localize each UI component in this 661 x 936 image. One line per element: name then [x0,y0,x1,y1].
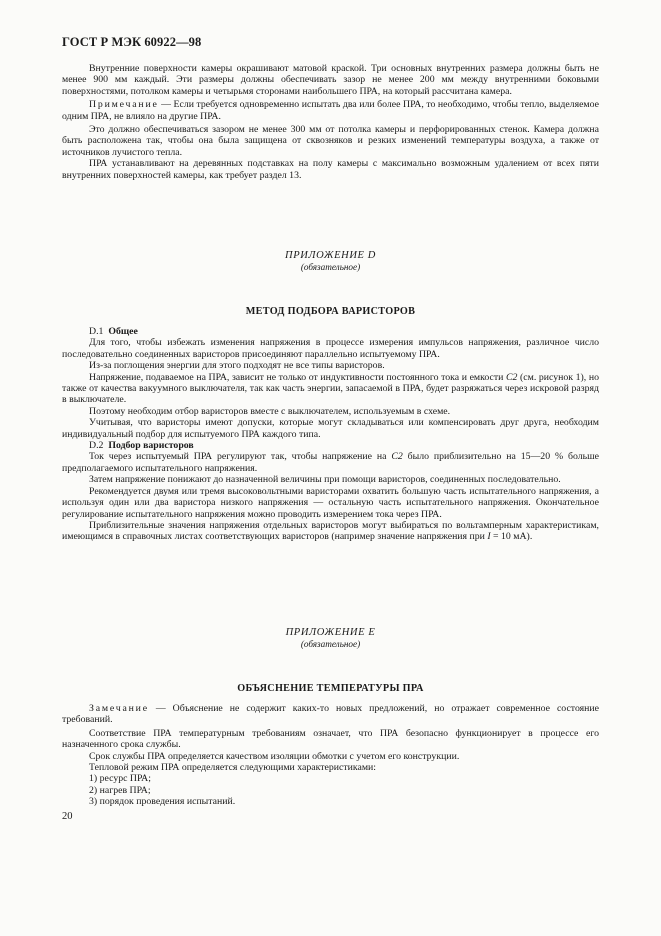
paragraph: Для того, чтобы избежать изменения напряжения в процессе измерения импульсов напряжения, различное число последовательно соединенных варисторов присоединяют параллельно испытуемому ПРА. [62,337,599,360]
standard-header: ГОСТ Р МЭК 60922—98 [62,35,202,49]
annex-e-body [62,703,599,808]
list-item: 2) нагрев ПРА; [89,784,151,796]
symbol-i: I [487,531,491,543]
annex-d-heading [62,249,599,273]
paragraph: Срок службы ПРА определяется качеством изоляции обмотки с учетом его конструкции. [89,750,460,762]
section-heading-d2 [62,440,599,451]
annex-e-status: (обязательное) [300,639,361,649]
paragraph: Из-за поглощения энергии для этого подходят не все типы варисторов. [89,360,385,372]
paragraph: ПРА устанавливают на деревянных подставках на полу камеры с максимально возможным удалением от всех пяти внутренних поверхностей камеры, как требует раздел 13. [62,158,599,181]
note-text: — Объяснение не содержит каких-то новых предложений, но отражает современное состояние требований. [62,703,599,726]
paragraph [62,451,599,474]
text-run: Напряжение, подаваемое на ПРА, зависит не только от индуктивности постоянного тока и емкости [89,371,506,383]
text-run: Приблизительные значения напряжения отдельных варисторов могут выбираться по вольтамперным характеристикам, имеющимся в справочных листах соответствующих варисторов (например значение напряжения при [62,519,599,543]
note-text: — Если требуется одновременно испытать два или более ПРА, то необходимо, чтобы тепло, выделяемое одним ПРА, не влияло на другие ПРА. [62,99,599,122]
page-number: 20 [62,811,73,822]
annex-d-label: ПРИЛОЖЕНИЕ D [285,250,376,261]
paragraph [62,520,599,543]
note-label: Примечание [89,99,159,111]
list-item: 1) ресурс ПРА; [89,773,151,785]
text-run: (см. рисунок 1), но также от качества вакуумного выключателя, так как часть энергии, запасаемой в ПРА, будет разряжаться через искровой разряд в выключателе. [62,371,599,406]
note-label: Замечание [89,703,149,714]
annex-d-title: МЕТОД ПОДБОРА ВАРИСТОРОВ [245,306,416,317]
text-run: = 10 мА). [490,531,533,543]
note-paragraph [62,703,599,726]
list-item: 3) порядок проведения испытаний. [89,796,236,808]
section-title: Подбор варисторов [108,440,194,452]
paragraph: Внутренние поверхности камеры окрашивают матовой краской. Три основных внутренних размера должны быть не менее 900 мм каждый. Эти размеры должны обеспечивать зазор не менее 200 мм между внутренними боковыми поверхностями, потолком камеры и четырьмя сторонами наибольшего ПРА, на который рассчитана камера. [62,63,599,97]
text-run: Ток через испытуемый ПРА регулируют так, чтобы напряжение на [89,451,392,463]
section-number: D.1 [89,326,104,337]
paragraph: Тепловой режим ПРА определяется следующими характеристиками: [89,762,376,774]
paragraph: Соответствие ПРА температурным требованиям означает, что ПРА безопасно функционирует в процессе его назначенного срока службы. [62,727,599,751]
annex-e-heading [62,626,599,650]
section-heading-d1 [62,326,599,337]
section-title: Общее [108,326,138,337]
paragraph: Это должно обеспечиваться зазором не менее 300 мм от потолка камеры и перфорированных стенок. Камера должна быть расположена так, чтобы она была защищена от сквозняков и резких изменений температуры воздуха, а также от источников лучистого тепла. [62,124,599,158]
symbol-c2: C2 [506,371,518,383]
annex-e-title: ОБЪЯСНЕНИЕ ТЕМПЕРАТУРЫ ПРА [237,683,424,694]
paragraph: Рекомендуется двумя или тремя высоковольтными варисторами охватить большую часть испытательного напряжения, а используя один или два варистора низкого напряжения — остальную часть испытательного напряжения. Окончательное регулирование испытательного напряжения можно проводить измерением тока через ПРА. [62,485,599,520]
paragraph: Затем напряжение понижают до назначенной величины при помощи варисторов, соединенных последовательно. [89,474,561,486]
annex-d-body [62,326,599,543]
note-paragraph [62,99,599,122]
paragraph [62,372,599,406]
section-number: D.2 [89,440,104,452]
chamber-text-block [62,63,599,181]
paragraph: Учитывая, что варисторы имеют допуски, которые могут складываться или компенсировать друг друга, необходим индивидуальный подбор для испытуемого ПРА каждого типа. [62,417,599,440]
paragraph: Поэтому необходим отбор варисторов вместе с выключателем, используемым в схеме. [89,405,451,417]
annex-e-label: ПРИЛОЖЕНИЕ Е [285,627,376,638]
annex-d-status: (обязательное) [300,262,361,272]
text-run: было приблизительно на 15—20 % больше предполагаемого испытательного напряжения. [62,451,599,474]
symbol-c2: C2 [391,451,403,463]
